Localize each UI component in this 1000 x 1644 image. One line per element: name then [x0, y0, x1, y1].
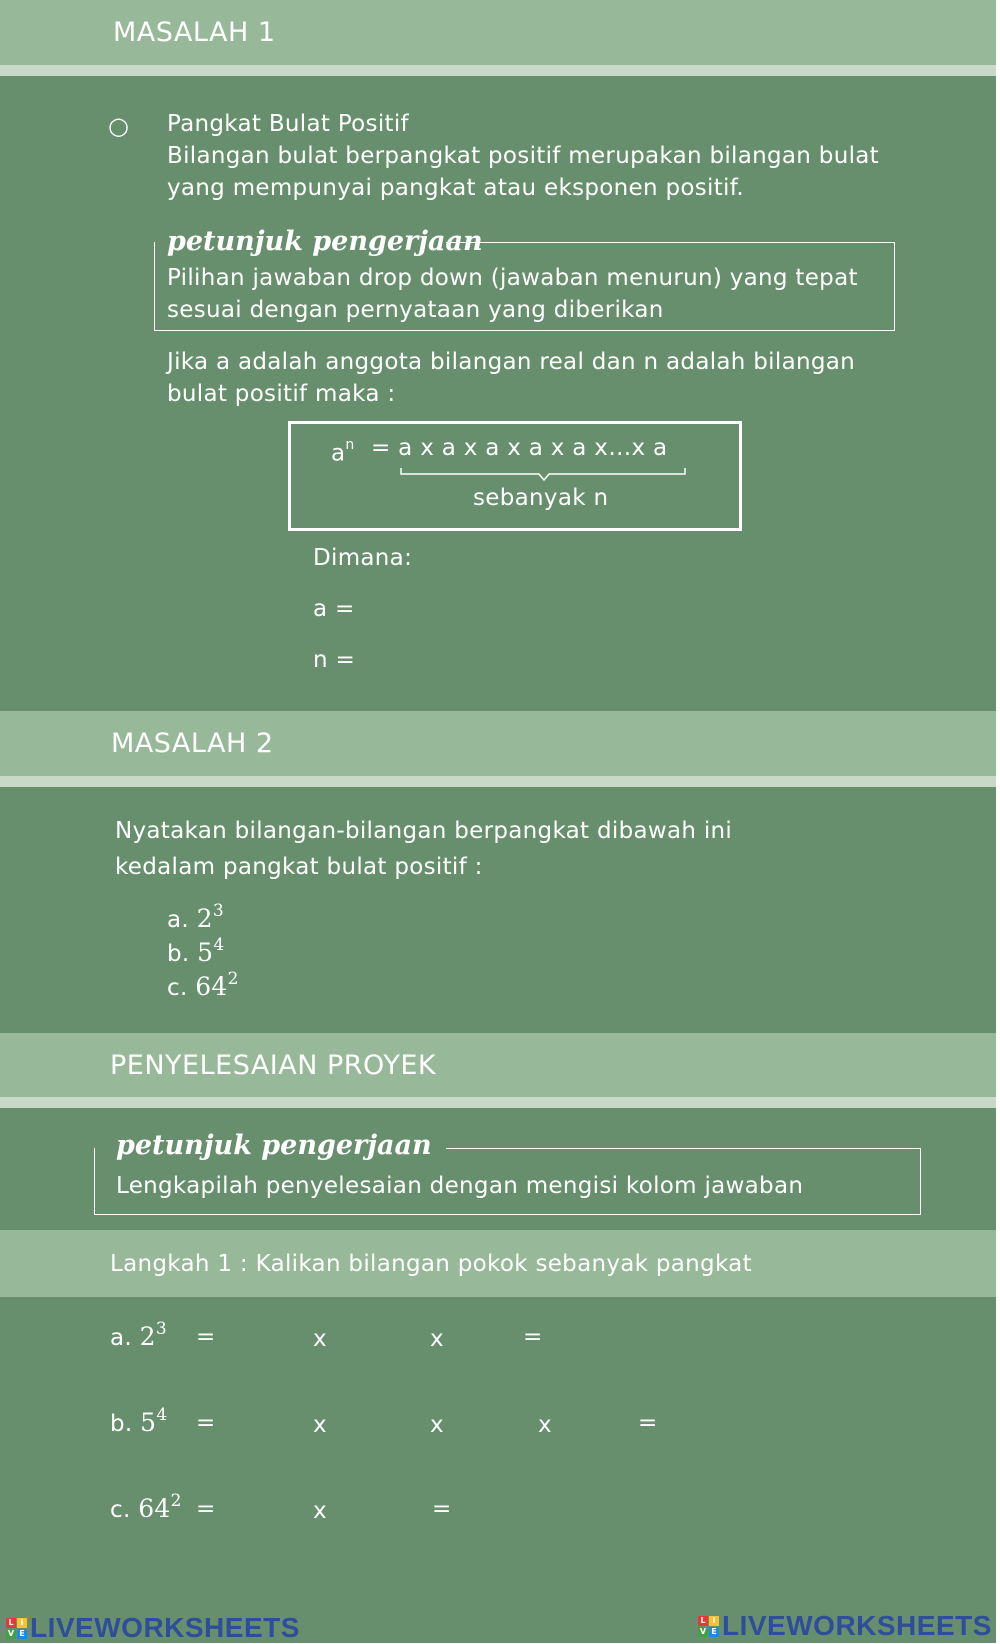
times-sign: x — [430, 1412, 444, 1438]
masalah1-panel — [0, 76, 996, 711]
logo-letter: E — [709, 1627, 719, 1637]
masalah2-panel — [0, 787, 996, 1033]
hint-title: petunjuk pengerjaan — [167, 226, 483, 257]
masalah1-header — [0, 0, 996, 65]
penyelesaian-title: PENYELESAIAN PROYEK — [110, 1050, 437, 1081]
masalah1-subtitle: Pangkat Bulat Positif — [167, 111, 409, 137]
formula-box — [288, 421, 742, 531]
divider — [0, 65, 996, 76]
row-label: c. — [110, 1497, 131, 1523]
logo-letter: L — [698, 1616, 708, 1626]
item-label: c. — [167, 975, 188, 1001]
brace-icon — [399, 466, 689, 482]
row-base: 64 — [138, 1494, 171, 1523]
penyelesaian-hint-panel — [0, 1108, 996, 1230]
penyelesaian-header — [0, 1033, 996, 1097]
intro-line2: bulat positif maka : — [167, 381, 396, 407]
row-base: 5 — [140, 1408, 157, 1437]
answer-row-a — [110, 1321, 167, 1354]
logo-letter: L — [6, 1618, 16, 1628]
masalah1-title: MASALAH 1 — [113, 17, 276, 48]
hint-text: Lengkapilah penyelesaian dengan mengisi kolom jawaban — [116, 1173, 804, 1199]
answer-row-c — [110, 1493, 182, 1526]
equals-sign: = — [196, 1410, 216, 1436]
logo-text: LIVEWORKSHEETS — [30, 1612, 300, 1643]
row-math — [139, 1319, 167, 1351]
row-exp: 2 — [170, 1491, 182, 1511]
item-label: a. — [167, 907, 190, 933]
masalah2-q-line2: kedalam pangkat bulat positif : — [115, 854, 483, 880]
formula-rhs: = a x a x a x a x a x…x a — [371, 435, 668, 461]
item-base: 2 — [196, 904, 213, 933]
masalah1-desc-line1: Bilangan bulat berpangkat positif merupakan bilangan bulat — [167, 143, 879, 169]
item-label: b. — [167, 941, 190, 967]
formula-caption: sebanyak n — [473, 485, 609, 511]
row-base: 2 — [139, 1322, 156, 1351]
row-exp: 4 — [156, 1405, 168, 1425]
bullet-icon: ○ — [108, 112, 130, 140]
row-math — [138, 1491, 182, 1523]
list-item — [167, 903, 224, 936]
liveworksheets-logo-right[interactable] — [698, 1610, 992, 1642]
formula-exp: n — [345, 437, 355, 453]
dimana-label: Dimana: — [313, 545, 413, 571]
times-sign: x — [538, 1412, 552, 1438]
times-sign: x — [313, 1412, 327, 1438]
item-base: 64 — [195, 972, 228, 1001]
logo-icon — [698, 1616, 719, 1637]
masalah2-header — [0, 711, 996, 776]
a-label: a = — [313, 596, 355, 622]
times-sign: x — [430, 1326, 444, 1352]
list-item — [167, 937, 224, 970]
divider — [0, 776, 996, 787]
item-math — [195, 969, 239, 1001]
masalah2-title: MASALAH 2 — [111, 728, 274, 759]
step1-header — [0, 1230, 996, 1297]
equals-sign: = — [196, 1324, 216, 1350]
item-exp: 2 — [227, 969, 239, 989]
logo-letter: E — [17, 1629, 27, 1639]
row-label: b. — [110, 1411, 133, 1437]
item-base: 5 — [197, 938, 214, 967]
hint-line2: sesuai dengan pernyataan yang diberikan — [167, 297, 664, 323]
step1-text: Langkah 1 : Kalikan bilangan pokok sebanyak pangkat — [110, 1251, 752, 1277]
logo-letter: V — [7, 1628, 15, 1638]
item-math — [196, 901, 224, 933]
answer-row-b — [110, 1407, 167, 1440]
logo-letter: I — [17, 1618, 27, 1628]
row-exp: 3 — [155, 1319, 167, 1339]
page-edge — [996, 0, 1000, 1643]
hint-title: petunjuk pengerjaan — [116, 1130, 432, 1161]
formula-lhs — [331, 432, 355, 470]
masalah2-q-line1: Nyatakan bilangan-bilangan berpangkat dibawah ini — [115, 818, 733, 844]
equals-sign: = — [432, 1496, 452, 1522]
logo-letter: V — [699, 1626, 707, 1636]
item-math — [197, 935, 225, 967]
equals-sign: = — [196, 1496, 216, 1522]
liveworksheets-logo-left[interactable] — [6, 1612, 300, 1644]
divider — [0, 1097, 996, 1108]
item-exp: 3 — [212, 901, 224, 921]
equals-sign: = — [523, 1324, 543, 1350]
logo-letter: I — [709, 1616, 719, 1626]
hint-line1: Pilihan jawaban drop down (jawaban menurun) yang tepat — [167, 265, 858, 291]
row-math — [140, 1405, 168, 1437]
formula-base: a — [331, 440, 346, 467]
n-label: n = — [313, 647, 356, 673]
times-sign: x — [313, 1326, 327, 1352]
logo-icon — [6, 1618, 27, 1639]
equals-sign: = — [638, 1410, 658, 1436]
hint-box-top-line — [446, 242, 894, 243]
row-label: a. — [110, 1325, 133, 1351]
masalah1-desc-line2: yang mempunyai pangkat atau eksponen positif. — [167, 175, 745, 201]
intro-line1: Jika a adalah anggota bilangan real dan n adalah bilangan — [167, 349, 856, 375]
item-exp: 4 — [213, 935, 225, 955]
times-sign: x — [313, 1498, 327, 1524]
logo-text: LIVEWORKSHEETS — [722, 1610, 992, 1641]
penyelesaian-answers-panel — [0, 1297, 996, 1611]
hint-box-top-line — [446, 1148, 920, 1149]
list-item — [167, 971, 239, 1004]
